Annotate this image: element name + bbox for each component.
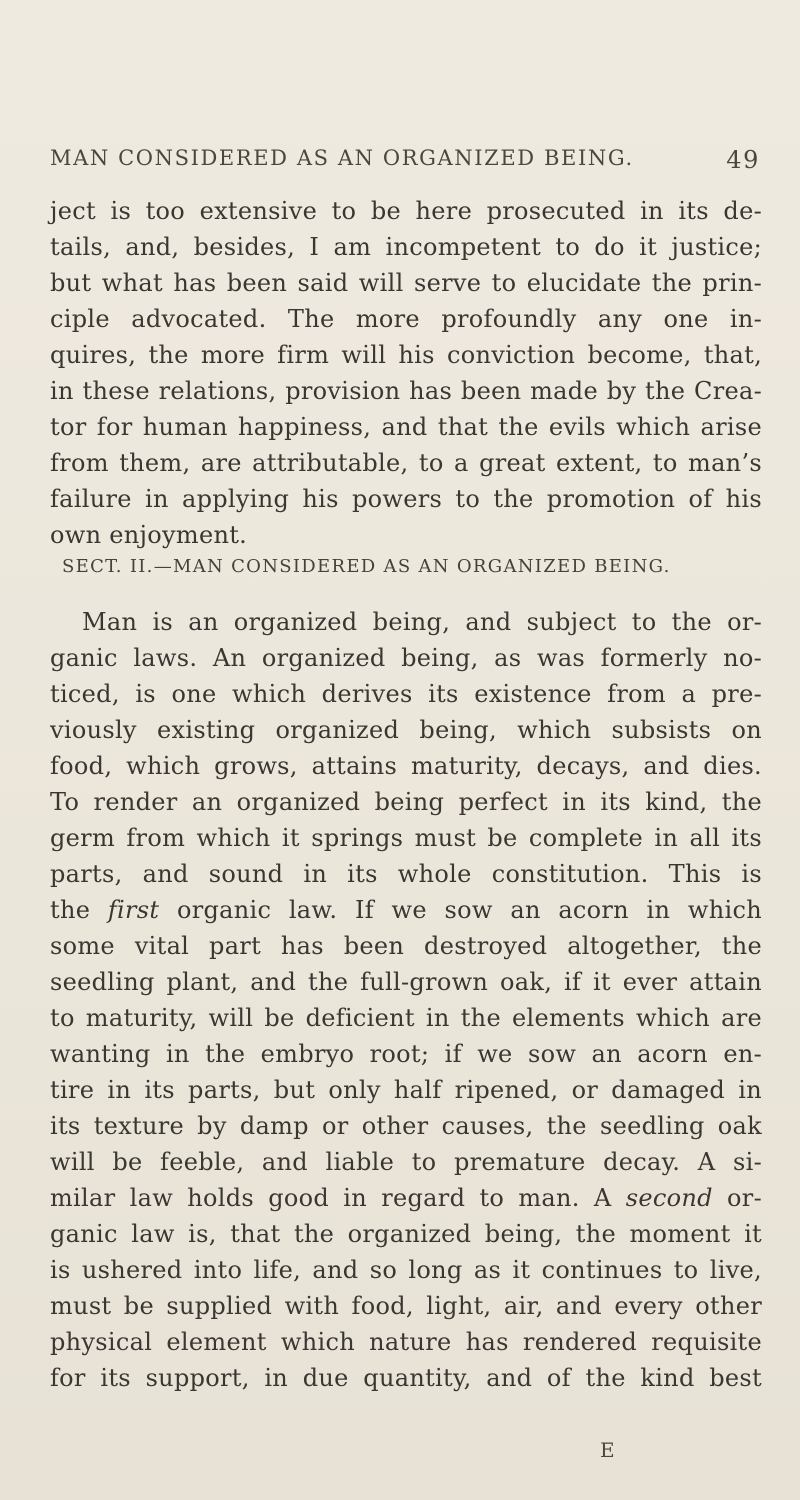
text-line: tor for human happiness, and that the evils which arise [50,413,762,441]
italic-word: second [625,1184,713,1212]
text-line: wanting in the embryo root; if we sow an acorn en- [50,1040,762,1068]
signature-mark: E [600,1438,615,1462]
text-line: food, which grows, attains maturity, decays, and dies. [50,752,762,780]
text-line: own enjoyment. [50,521,248,549]
text-line: ganic laws. An organized being, as was formerly no- [50,644,762,672]
running-head-title: MAN CONSIDERED AS AN ORGANIZED BEING. [50,146,634,170]
text-line: quires, the more firm will his conviction become, that, [50,341,762,369]
page-number: 49 [726,146,760,174]
italic-word: first [107,896,160,924]
paragraph-1 [50,193,762,553]
text-line: parts, and sound in its whole constitution. This is [50,860,762,888]
text-line: physical element which nature has rendered requisite [50,1328,762,1356]
text-line: Man is an organized being, and subject to the or- [82,608,762,636]
text-line: is ushered into life, and so long as it continues to live, [50,1256,762,1284]
text-line: ganic law is, that the organized being, the moment it [50,1220,762,1248]
text-run: milar law holds good in regard to man. A [50,1184,626,1212]
text-line: ject is too extensive to be here prosecuted in its de- [50,197,762,225]
text-line: must be supplied with food, light, air, and every other [50,1292,762,1320]
text-line: viously existing organized being, which subsists on [50,716,762,744]
text-line-with-italic [50,892,762,928]
paragraph-2 [50,604,762,1396]
text-line: germ from which it springs must be complete in all its [50,824,762,852]
text-line: in these relations, provision has been made by the Crea- [50,377,762,405]
text-run: the [50,896,108,924]
text-line-with-italic [50,1180,762,1216]
text-line: To render an organized being perfect in its kind, the [50,788,762,816]
text-line: to maturity, will be deficient in the elements which are [50,1004,762,1032]
text-line: tire in its parts, but only half ripened, or damaged in [50,1076,762,1104]
running-head [50,146,760,176]
text-line: failure in applying his powers to the promotion of his [50,485,762,513]
text-run: or- [712,1184,762,1212]
text-line: for its support, in due quantity, and of the kind best [50,1364,762,1392]
section-heading: SECT. II.—MAN CONSIDERED AS AN ORGANIZED BEING. [62,556,671,577]
text-line: some vital part has been destroyed altogether, the [50,932,762,960]
text-line: will be feeble, and liable to premature decay. A si- [50,1148,762,1176]
text-line: ciple advocated. The more profoundly any one in- [50,305,762,333]
text-line: its texture by damp or other causes, the seedling oak [50,1112,762,1140]
text-line: seedling plant, and the full-grown oak, if it ever attain [50,968,762,996]
text-run: organic law. If we sow an acorn in which [159,896,762,924]
text-line: from them, are attributable, to a great extent, to man’s [50,449,762,477]
text-line: but what has been said will serve to elucidate the prin- [50,269,762,297]
text-line: ticed, is one which derives its existence from a pre- [50,680,762,708]
text-line: tails, and, besides, I am incompetent to do it justice; [50,233,762,261]
